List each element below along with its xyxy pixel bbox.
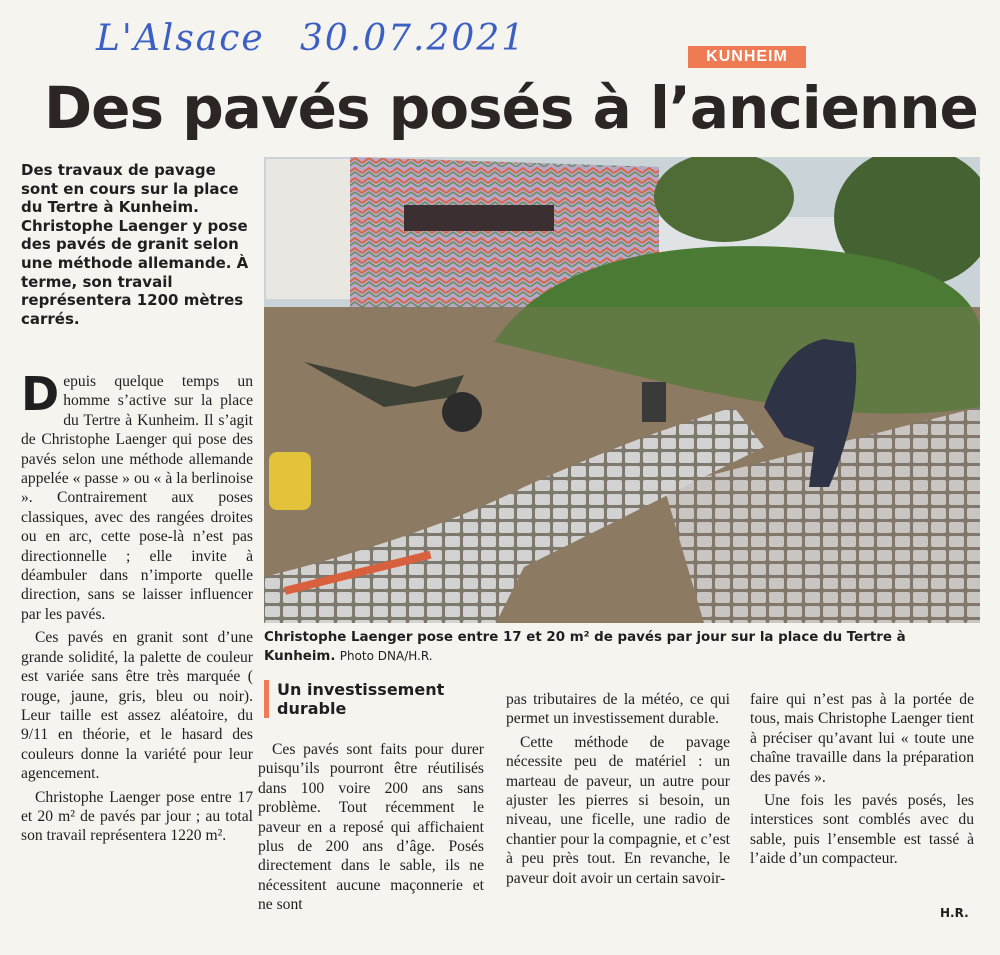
body-paragraph: pas tributaires de la météo, ce qui permet un investissement durable. [506,691,730,728]
body-paragraph: Cette méthode de pavage nécessite peu de matériel : un marteau de paveur, un autre pour ajuster les pierres si besoin, un niveau, une ficelle, une radio de chantier pour la compagnie, et c’est à peu près tout. En revanche, le paveur doit avoir un certain savoir- [506,733,730,887]
location-kicker: KUNHEIM [688,46,806,68]
body-paragraph: Christophe Laenger pose entre 17 et 20 m² de pavés par jour ; au total son travail représentera 1220 m². [21,788,253,845]
body-column-4 [750,690,974,873]
body-column-1 [21,367,253,850]
caption-text: Christophe Laenger pose entre 17 et 20 m² de pavés par jour sur la place du Tertre à Kunheim. [264,630,906,664]
body-paragraph: Ces pavés sont faits pour durer puisqu’ils pourront être réutilisés dans 100 voire 200 ans sans problème. Tout récemment le paveur en a reposé qui affichaient plus de 200 ans d’âge. Posés directement dans le sable, ils ne nécessitent aucune maçonnerie et ne sont [258,741,484,914]
drop-cap: D [21,367,60,421]
article-headline: Des pavés posés à l’ancienne [44,74,978,142]
body-column-2 [258,740,484,919]
paving-photo-illustration [264,157,980,623]
paving-photo [264,157,980,623]
article-lead: Des travaux de pavage sont en cours sur la place du Tertre à Kunheim. Christophe Laenger y pose des pavés de granit selon une méthode allemande. À terme, son travail représentera 1200 mètres carrés. [21,161,249,328]
body-paragraph: faire qui n’est pas à la portée de tous, mais Christophe Laenger tient à préciser qu’avant lui « toute une chaîne travaille dans la préparation des pavés ». [750,691,974,786]
body-paragraph: Ces pavés en granit sont d’une grande solidité, la palette de couleur est variée sans être très marquée ( rouge, jaune, gris, bleu ou noir). Leur taille est assez aléatoire, du 9/11 en théorie, et le hasard des couleurs donne la variété pour leur agencement. [21,629,253,783]
photo-caption [264,629,980,666]
article-subhead: Un investissement durable [264,680,501,718]
body-column-3 [506,690,730,892]
body-paragraph: Une fois les pavés posés, les interstices sont comblés avec du sable, puis l’ensemble est tassé à l’aide d’un compacteur. [750,792,974,868]
body-paragraph: Depuis quelque temps un homme s’active sur la place du Tertre à Kunheim. Il s’agit de Christophe Laenger qui pose des pavés selon une méthode allemande appelée « passe » ou « à la berlinoise ». Contrairement aux poses classiques, avec des rangées droites ou en arc, cette pose-là n’est pas directionnelle ; elle invite à déambuler dans n’importe quelle direction, sans se laisser influencer par les pavés. [21,367,253,623]
photo-credit: Photo DNA/H.R. [339,649,433,663]
handwritten-date: 30.07.2021 [300,18,527,59]
author-signature: H.R. [940,906,969,920]
handwritten-newspaper-name: L'Alsace [96,18,265,59]
